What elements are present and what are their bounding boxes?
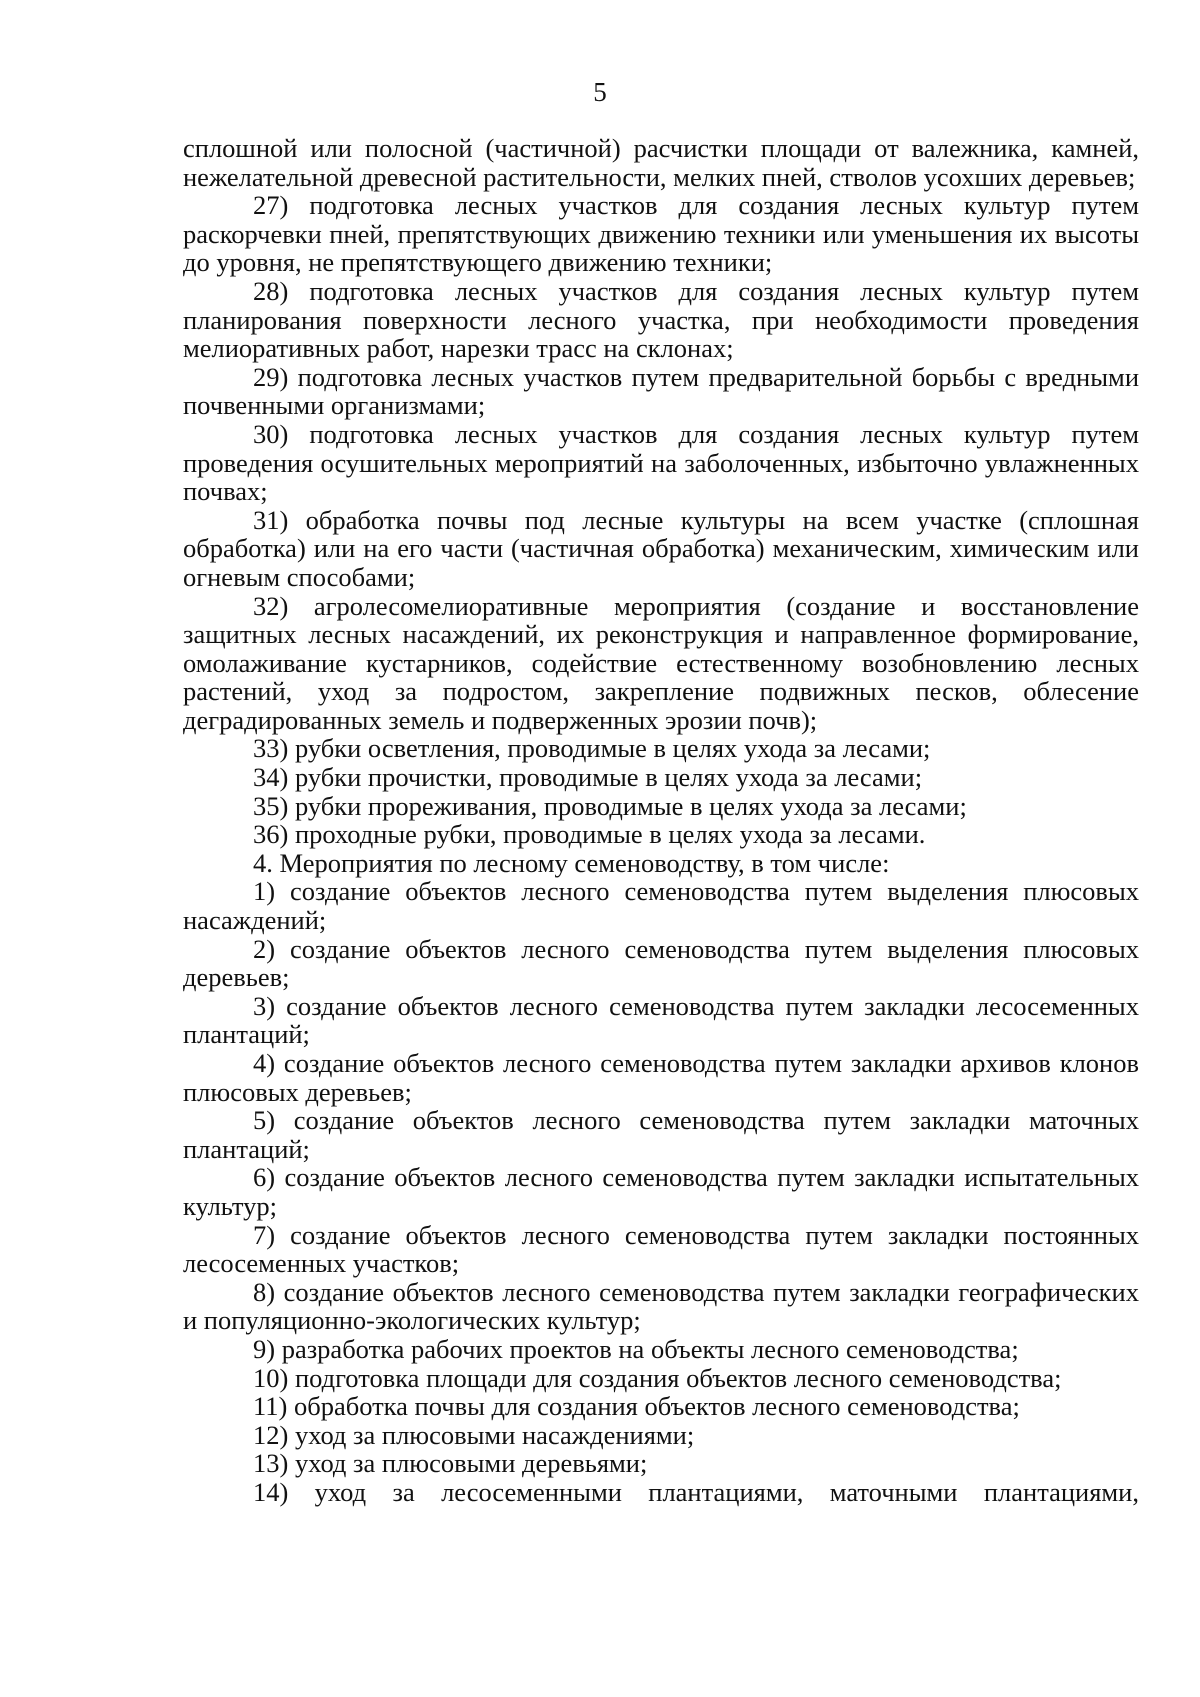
list-item-35: 35) рубки прореживания, проводимые в целях ухода за лесами;	[253, 790, 967, 821]
seed-item-10: 10) подготовка площади для создания объектов лесного семеноводства;	[253, 1362, 1062, 1393]
seed-item-9: 9) разработка рабочих проектов на объекты лесного семеноводства;	[253, 1333, 1019, 1364]
list-item-33: 33) рубки осветления, проводимые в целях ухода за лесами;	[253, 733, 931, 764]
list-item-27: 27) подготовка лесных участков для создания лесных культур путем раскорчевки пней, препятствующих движению техники или уменьшения их высоты до уровня, не препятствующего движению техники;	[183, 190, 1139, 278]
seed-item-14: 14) уход за лесосеменными плантациями, маточными плантациями,	[253, 1476, 1139, 1507]
list-item-30: 30) подготовка лесных участков для создания лесных культур путем проведения осушительных мероприятий на заболоченных, избыточно увлажненных почвах;	[183, 418, 1139, 507]
seed-item-4: 4) создание объектов лесного семеноводства путем закладки архивов клонов плюсовых деревьев;	[183, 1048, 1139, 1107]
section-heading-4: 4. Мероприятия по лесному семеноводству, в том числе:	[253, 847, 890, 878]
seed-item-6: 6) создание объектов лесного семеноводства путем закладки испытательных культур;	[183, 1162, 1139, 1221]
seed-item-8: 8) создание объектов лесного семеноводства путем закладки географических и популяционно-экологических культур;	[183, 1276, 1139, 1336]
document-body	[183, 134, 1139, 1507]
seed-item-13: 13) уход за плюсовыми деревьями;	[253, 1448, 648, 1479]
seed-item-7: 7) создание объектов лесного семеноводства путем закладки постоянных лесосеменных участков;	[183, 1219, 1139, 1279]
page-number: 5	[593, 77, 607, 107]
seed-item-3: 3) создание объектов лесного семеноводства путем закладки лесосеменных плантаций;	[183, 990, 1139, 1050]
list-item-32: 32) агролесомелиоративные мероприятия (создание и восстановление защитных лесных насаждений, их реконструкция и направленное формирование, омолаживание кустарников, содействие естественному возобновлению лесных растений, уход за подростом, закрепление подвижных песков, облесение деградированных земель и подверженных эрозии почв);	[183, 590, 1139, 735]
seed-item-5: 5) создание объектов лесного семеноводства путем закладки маточных плантаций;	[183, 1105, 1139, 1164]
seed-item-2: 2) создание объектов лесного семеноводства путем выделения плюсовых деревьев;	[183, 933, 1139, 993]
seed-item-11: 11) обработка почвы для создания объектов лесного семеноводства;	[253, 1391, 1020, 1422]
list-item-36: 36) проходные рубки, проводимые в целях ухода за лесами.	[253, 819, 926, 850]
list-item-34: 34) рубки прочистки, проводимые в целях ухода за лесами;	[253, 762, 923, 793]
seed-item-12: 12) уход за плюсовыми насаждениями;	[253, 1419, 695, 1450]
list-item-29: 29) подготовка лесных участков путем предварительной борьбы с вредными почвенными организмами;	[183, 361, 1139, 421]
seed-item-1: 1) создание объектов лесного семеноводства путем выделения плюсовых насаждений;	[183, 876, 1139, 936]
list-item-28: 28) подготовка лесных участков для создания лесных культур путем планирования поверхности лесного участка, при необходимости проведения мелиоративных работ, нарезки трасс на склонах;	[183, 275, 1139, 364]
list-item-31: 31) обработка почвы под лесные культуры на всем участке (сплошная обработка) или на его части (частичная обработка) механическим, химическим или огневым способами;	[183, 504, 1139, 592]
paragraph-continuation: сплошной или полосной (частичной) расчистки площади от валежника, камней, нежелательной древесной растительности, мелких пней, стволов усохших деревьев;	[183, 133, 1139, 192]
